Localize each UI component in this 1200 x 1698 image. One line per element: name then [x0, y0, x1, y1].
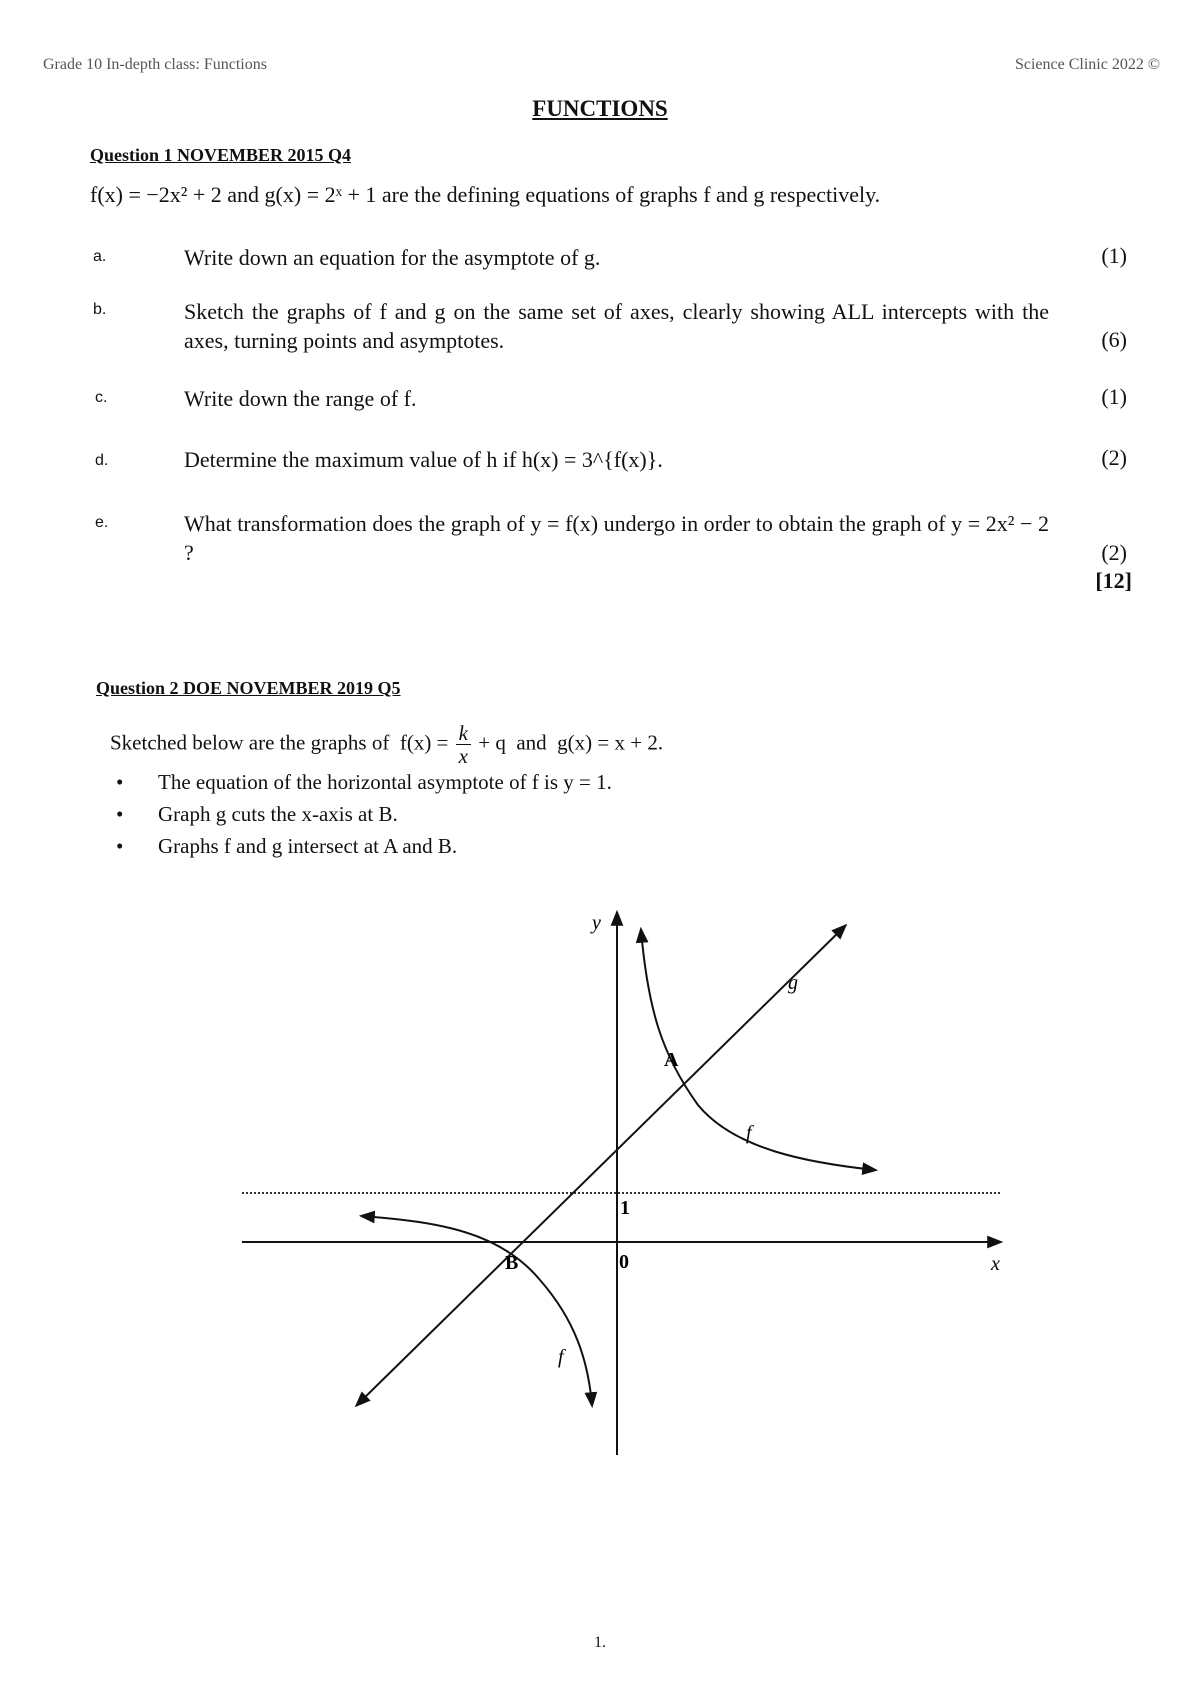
header-right: Science Clinic 2022 © [1014, 56, 1160, 73]
part-b-label: b. [93, 301, 107, 318]
f-upper-label: f [746, 1122, 752, 1144]
g-equation: g(x) = x + 2. [557, 730, 664, 755]
origin-label: 0 [619, 1251, 629, 1273]
point-a-label: A [664, 1049, 679, 1071]
question1-intro: f(x) = −2x² + 2 and g(x) = 2ˣ + 1 are the defining equations of graphs f and g respectively. [90, 182, 881, 207]
f-lower-branch [362, 1216, 592, 1405]
part-c-label: c. [95, 389, 108, 406]
g-line [357, 926, 845, 1405]
f-equation-suffix: + q [478, 730, 506, 755]
bullet-item: • The equation of the horizontal asymptote of f is y = 1. [110, 766, 612, 798]
f-lower-label: f [558, 1346, 564, 1368]
part-c-text: Write down the range of f. [184, 386, 417, 411]
f-fraction-denominator: x [458, 744, 468, 768]
asymptote-value-label: 1 [620, 1197, 630, 1219]
f-fraction-numerator: k [456, 722, 471, 745]
question1-total: [12] [1095, 568, 1132, 593]
part-b-mark: (6) [1101, 327, 1127, 352]
bullet-item: • Graphs f and g intersect at A and B. [110, 830, 612, 862]
part-d-text: Determine the maximum value of h if h(x) = 3^{f(x)}. [184, 447, 663, 472]
part-c-mark: (1) [1101, 384, 1127, 409]
header-left: Grade 10 In-depth class: Functions [43, 56, 267, 73]
bullet-item: • Graph g cuts the x-axis at B. [110, 798, 612, 830]
page-title: FUNCTIONS [532, 96, 668, 121]
part-d-label: d. [95, 452, 109, 469]
question2-heading: Question 2 DOE NOVEMBER 2019 Q5 [96, 678, 401, 698]
question1-heading: Question 1 NOVEMBER 2015 Q4 [90, 145, 352, 165]
y-axis-label: y [592, 912, 601, 934]
part-d-mark: (2) [1101, 445, 1127, 470]
x-axis-label: x [991, 1253, 1000, 1275]
point-b-label: B [505, 1252, 519, 1274]
part-e-text: What transformation does the graph of y = f(x) undergo in order to obtain the graph of y = 2x² − 2 ? [184, 511, 1049, 565]
part-a-mark: (1) [1101, 243, 1127, 268]
and-word: and [516, 730, 547, 755]
page-number: 1. [594, 1634, 606, 1651]
f-equation-prefix: f(x) = [399, 730, 449, 755]
part-e-label: e. [95, 514, 109, 531]
part-e-mark: (2) [1101, 540, 1127, 565]
g-label: g [788, 972, 798, 994]
part-a-label: a. [93, 248, 107, 265]
part-a-text: Write down an equation for the asymptote of g. [184, 245, 601, 270]
question2-intro-text: Sketched below are the graphs of [110, 730, 390, 755]
part-b-text: Sketch the graphs of f and g on the same set of axes, clearly showing ALL intercepts with the axes, turning points and asymptotes. [184, 299, 1049, 353]
